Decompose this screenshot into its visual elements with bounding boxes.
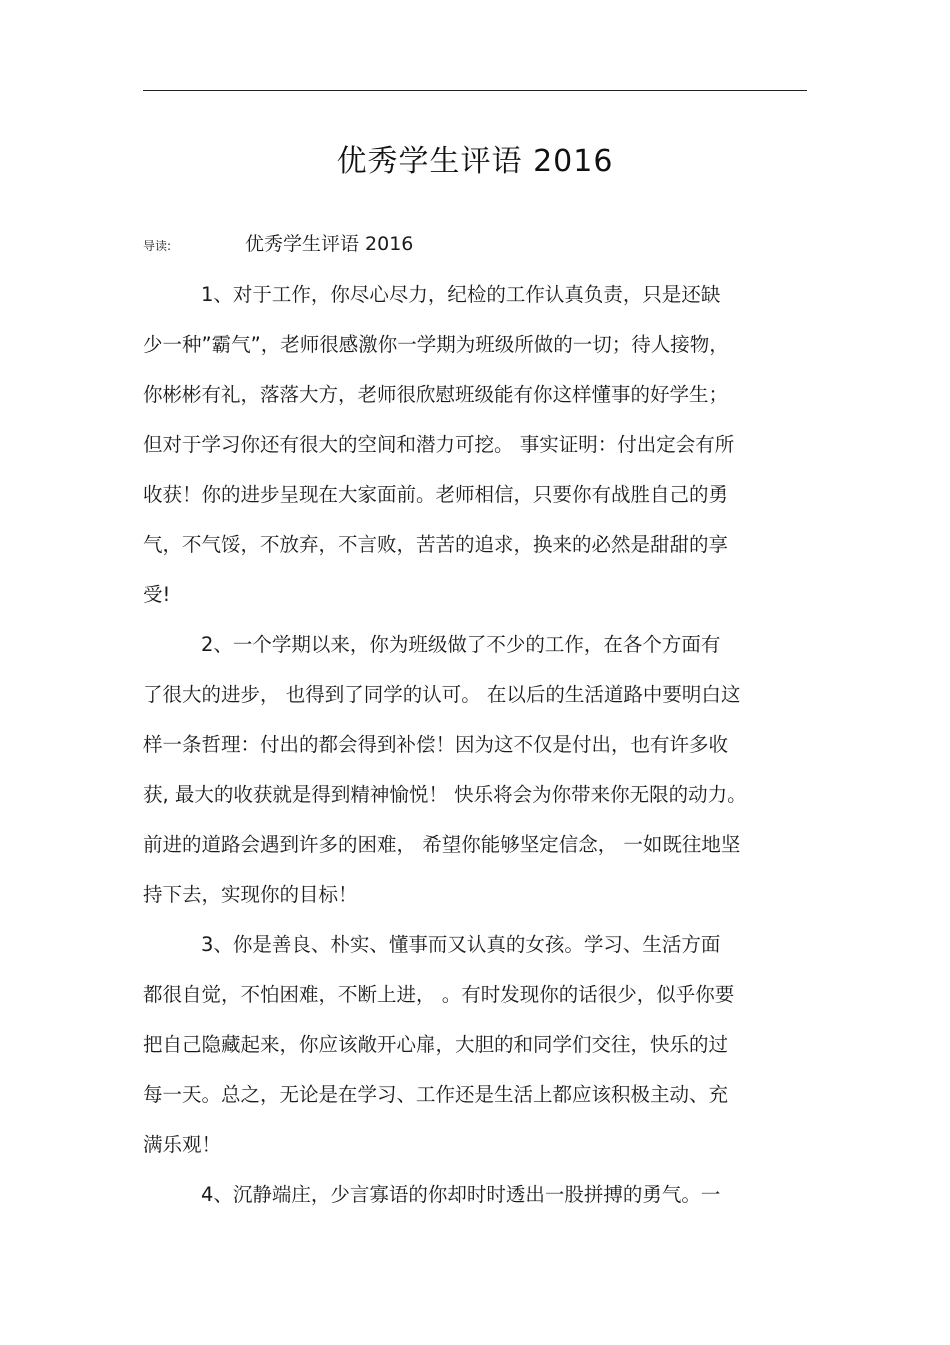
- text-line: 样一条哲理：付出的都会得到补偿！因为这不仅是付出，也有许多收: [143, 733, 729, 756]
- text-line: 把自己隐藏起来，你应该敞开心扉，大胆的和同学们交往，快乐的过: [143, 1033, 729, 1056]
- text-line: 但对于学习你还有很大的空间和潜力可挖。 事实证明：付出定会有所: [143, 433, 735, 456]
- text-line: 都很自觉，不怕困难，不断上进， 。有时发现你的话很少，似乎你要: [143, 983, 735, 1006]
- lead-line: [143, 230, 413, 258]
- text-line: 获, 最大的收获就是得到精神愉悦！ 快乐将会为你带来你无限的动力。: [143, 783, 747, 806]
- text-line: 了很大的进步， 也得到了同学的认可。 在以后的生活道路中要明白这: [143, 683, 741, 706]
- text-line: 受!: [143, 583, 171, 606]
- text-line: 每一天。总之，无论是在学习、工作还是生活上都应该积极主动、充: [143, 1083, 729, 1106]
- lead-text: 优秀学生评语 2016: [245, 233, 414, 255]
- text-line: 收获！你的进步呈现在大家面前。老师相信，只要你有战胜自己的勇: [143, 483, 729, 506]
- lead-label: 导读:: [143, 239, 172, 253]
- page-title: 优秀学生评语 2016: [336, 144, 614, 179]
- text-line: 少一种”霸气”，老师很感激你一学期为班级所做的一切；待人接物，: [143, 333, 729, 356]
- header-rule: [143, 90, 807, 91]
- text-line: 4、沉静端庄，少言寡语的你却时时透出一股拼搏的勇气。一: [201, 1183, 721, 1206]
- text-line: 3、你是善良、朴实、懂事而又认真的女孩。学习、生活方面: [201, 933, 721, 956]
- text-line: 2、一个学期以来，你为班级做了不少的工作，在各个方面有: [201, 633, 721, 656]
- text-line: 持下去，实现你的目标！: [143, 883, 358, 906]
- text-line: 1、对于工作，你尽心尽力，纪检的工作认真负责，只是还缺: [201, 283, 721, 306]
- text-line: 气，不气馁，不放弃，不言败，苦苦的追求，换来的必然是甜甜的享: [143, 533, 729, 556]
- body-text: [143, 270, 807, 1220]
- text-line: 你彬彬有礼，落落大方，老师很欣慰班级能有你这样懂事的好学生；: [143, 383, 729, 406]
- text-line: 满乐观！: [143, 1133, 222, 1156]
- text-line: 前进的道路会遇到许多的困难， 希望你能够坚定信念， 一如既往地坚: [143, 833, 741, 856]
